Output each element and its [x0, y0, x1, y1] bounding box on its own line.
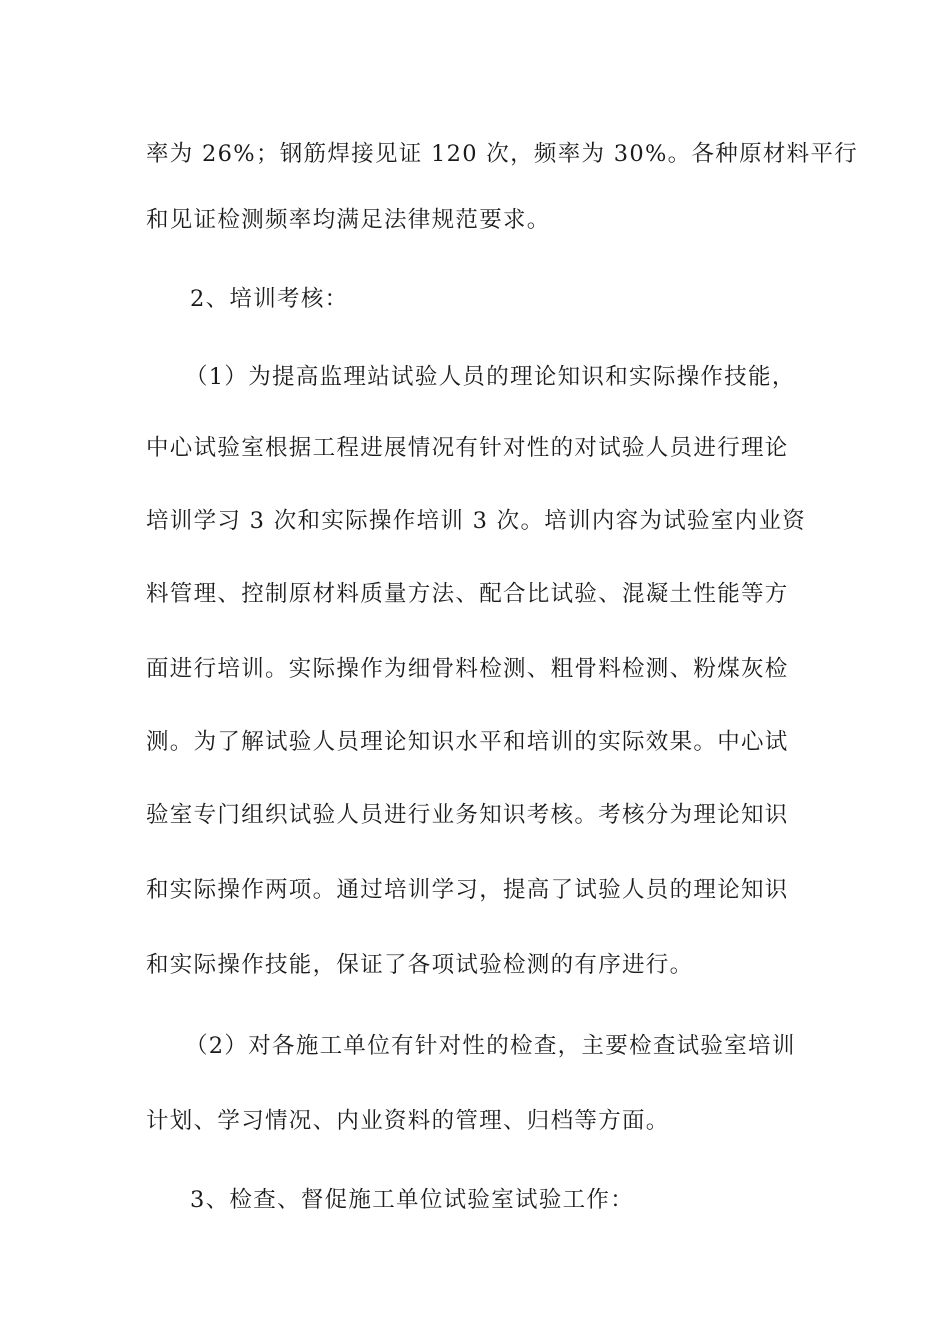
paragraph-line-1: 率为 26%；钢筋焊接见证 120 次，频率为 30%。各种原材料平行: [146, 141, 859, 167]
paragraph-line-7: 料管理、控制原材料质量方法、配合比试验、混凝土性能等方: [146, 581, 789, 607]
paragraph-line-12: 和实际操作技能，保证了各项试验检测的有序进行。: [146, 952, 694, 978]
paragraph-line-8: 面进行培训。实际操作为细骨料检测、粗骨料检测、粉煤灰检: [146, 656, 789, 682]
paragraph-line-6: 培训学习 3 次和实际操作培训 3 次。培训内容为试验室内业资: [146, 508, 807, 534]
section-heading-2: 2、培训考核：: [190, 286, 349, 312]
paragraph-line-4: （1）为提高监理站试验人员的理论知识和实际操作技能，: [185, 364, 796, 390]
paragraph-line-13: （2）对各施工单位有针对性的检查，主要检查试验室培训: [185, 1033, 796, 1059]
paragraph-line-2: 和见证检测频率均满足法律规范要求。: [146, 207, 551, 233]
paragraph-line-9: 测。为了解试验人员理论知识水平和培训的实际效果。中心试: [146, 729, 789, 755]
paragraph-line-14: 计划、学习情况、内业资料的管理、归档等方面。: [146, 1108, 670, 1134]
paragraph-line-10: 验室专门组织试验人员进行业务知识考核。考核分为理论知识: [146, 802, 789, 828]
paragraph-line-11: 和实际操作两项。通过培训学习，提高了试验人员的理论知识: [146, 877, 789, 903]
paragraph-line-5: 中心试验室根据工程进展情况有针对性的对试验人员进行理论: [146, 435, 789, 461]
section-heading-3: 3、检查、督促施工单位试验室试验工作：: [190, 1187, 635, 1213]
